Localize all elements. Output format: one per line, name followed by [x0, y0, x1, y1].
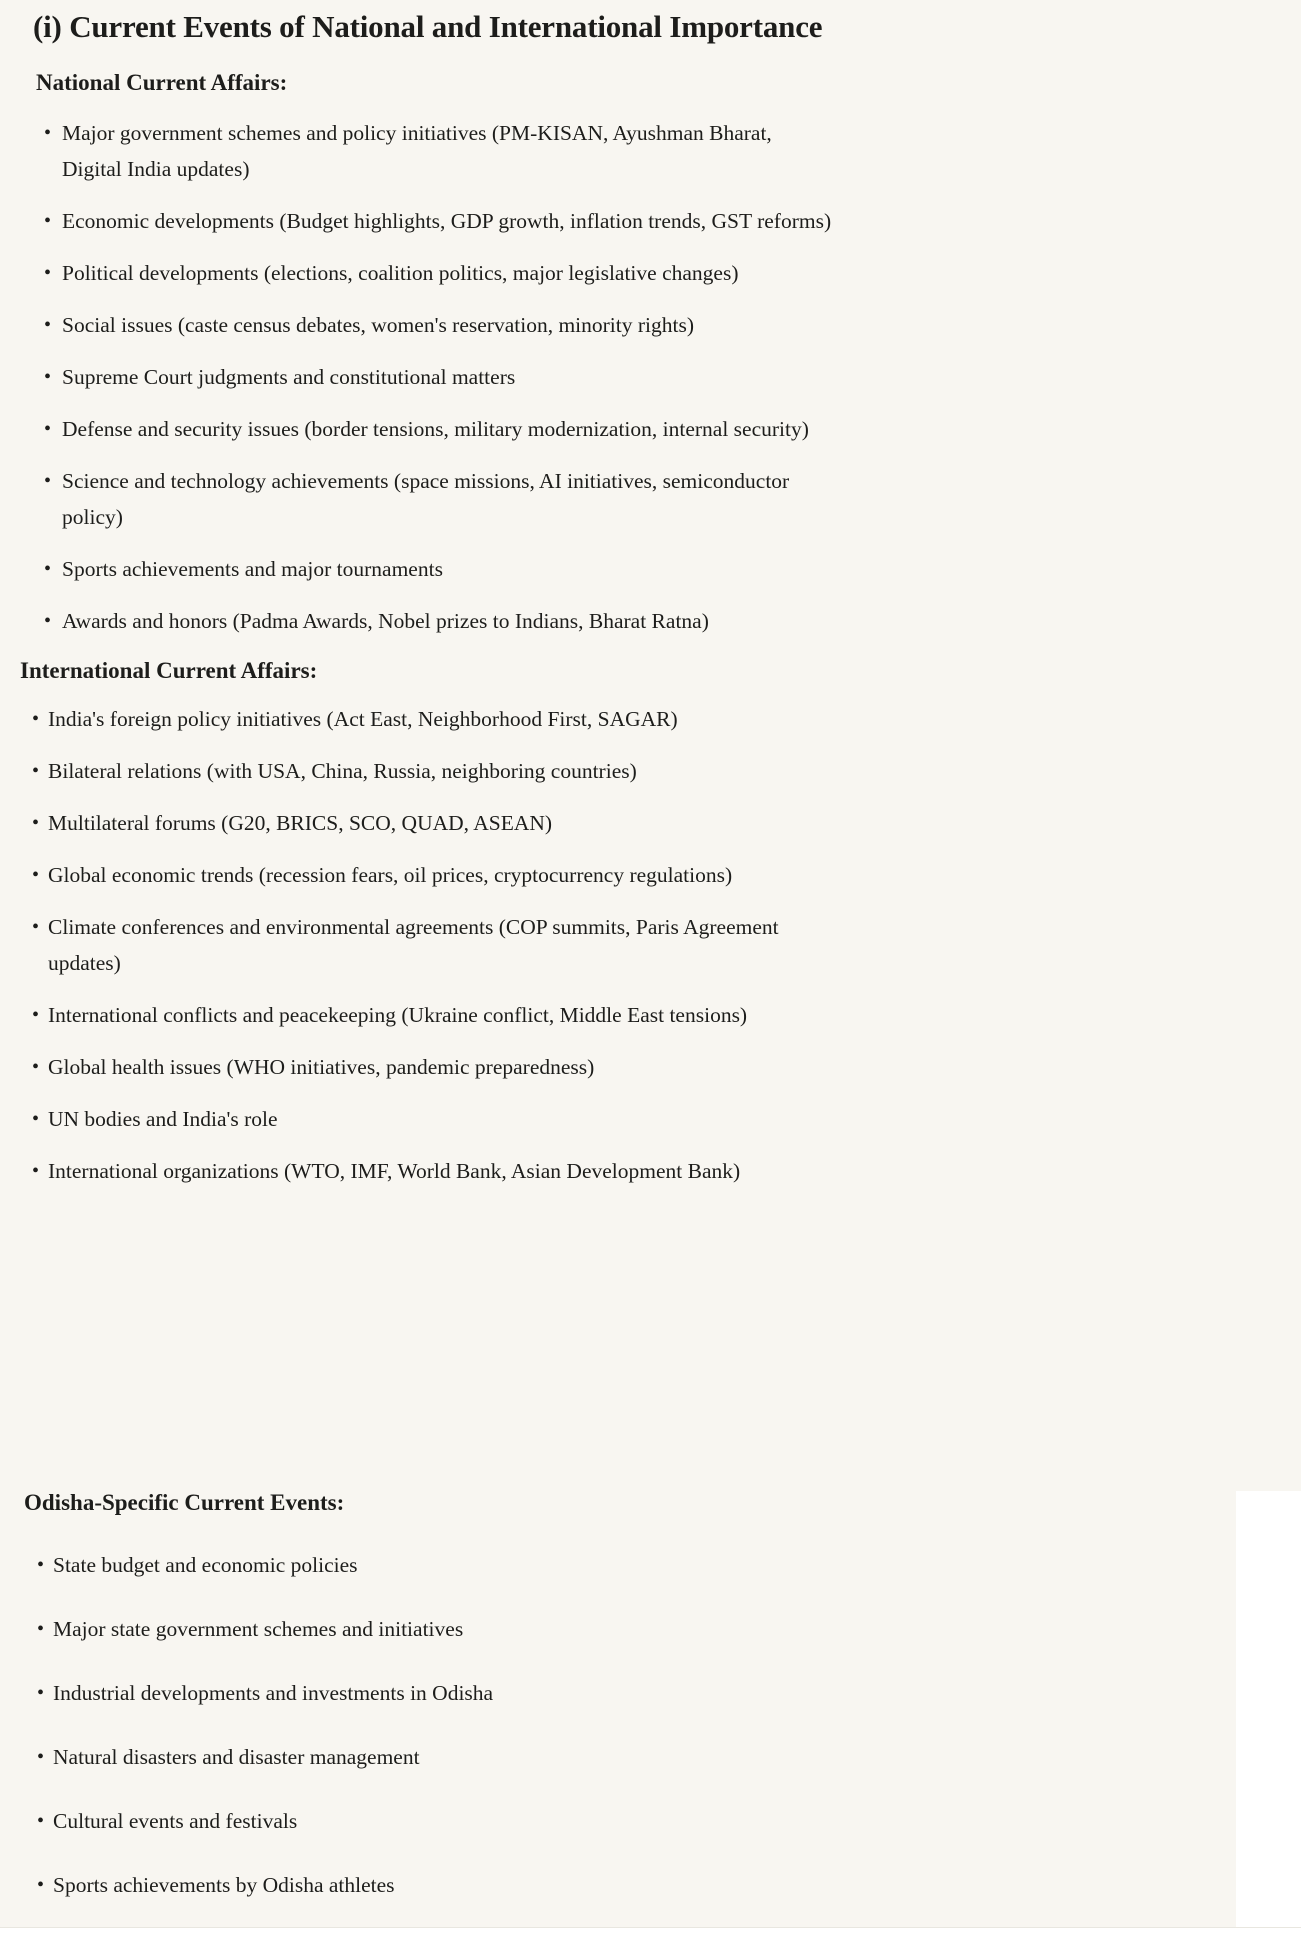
list-item-text: • Defense and security issues (border tensions, military modernization, internal security) — [62, 417, 809, 441]
list-item-text: • State budget and economic policies — [53, 1553, 358, 1577]
section-heading-international: International Current Affairs: — [20, 658, 318, 683]
international-current-affairs-list — [0, 701, 1301, 1189]
list-item — [53, 1803, 1301, 1839]
list-item — [62, 551, 1301, 587]
list-item-text: • Awards and honors (Padma Awards, Nobel prizes to Indians, Bharat Ratna) — [62, 609, 709, 633]
list-item-text: • Global economic trends (recession fears, oil prices, cryptocurrency regulations) — [48, 863, 733, 887]
list-item — [48, 1153, 1301, 1189]
list-item-text: • Bilateral relations (with USA, China, Russia, neighboring countries) — [48, 759, 637, 783]
list-item — [62, 115, 1301, 187]
list-item-text: • Sports achievements and major tournaments — [62, 557, 443, 581]
list-item-text: • Major government schemes and policy initiatives (PM-KISAN, Ayushman Bharat, — [62, 121, 772, 145]
odisha-specific-events-list — [0, 1547, 1301, 1903]
list-item — [62, 359, 1301, 395]
list-item — [53, 1867, 1301, 1903]
list-item — [48, 1049, 1301, 1085]
list-item — [48, 1101, 1301, 1137]
list-item-text: • India's foreign policy initiatives (Act East, Neighborhood First, SAGAR) — [48, 707, 678, 731]
page-title: (i) Current Events of National and International Importance — [33, 9, 823, 44]
background-white-strip-bottom — [0, 1927, 1301, 1935]
list-item — [48, 997, 1301, 1033]
list-item — [48, 857, 1301, 893]
list-item-text: • Major state government schemes and initiatives — [53, 1617, 464, 1641]
list-item — [48, 701, 1301, 737]
list-item-text: • Social issues (caste census debates, women's reservation, minority rights) — [62, 313, 695, 337]
list-item — [62, 463, 1301, 535]
list-item — [62, 203, 1301, 239]
list-item-text: • Global health issues (WHO initiatives, pandemic preparedness) — [48, 1055, 595, 1079]
list-item — [48, 909, 1301, 981]
list-item-text: • Economic developments (Budget highlights, GDP growth, inflation trends, GST reforms) — [62, 209, 832, 233]
list-item — [62, 307, 1301, 343]
list-item-text: • Cultural events and festivals — [53, 1809, 298, 1833]
list-item — [62, 255, 1301, 291]
list-item-text: • Natural disasters and disaster management — [53, 1745, 420, 1769]
list-item-text-continued: updates) — [48, 951, 121, 975]
list-item-text: • International organizations (WTO, IMF, World Bank, Asian Development Bank) — [48, 1159, 741, 1183]
list-item — [62, 603, 1301, 639]
list-item-text-continued: policy) — [62, 505, 123, 529]
section-heading-national: National Current Affairs: — [36, 70, 288, 95]
list-item-text: • Supreme Court judgments and constitutional matters — [62, 365, 516, 389]
list-item — [53, 1547, 1301, 1583]
list-item-text: • Climate conferences and environmental agreements (COP summits, Paris Agreement — [48, 915, 779, 939]
list-item-text: • Multilateral forums (G20, BRICS, SCO, QUAD, ASEAN) — [48, 811, 553, 835]
list-item-text-continued: Digital India updates) — [62, 157, 250, 181]
background-white-panel-right — [1236, 1491, 1301, 1935]
list-item — [53, 1739, 1301, 1775]
list-item-text: • Industrial developments and investments in Odisha — [53, 1681, 494, 1705]
national-current-affairs-list — [0, 115, 1301, 639]
list-item — [53, 1675, 1301, 1711]
list-item — [48, 805, 1301, 841]
list-item-text: • UN bodies and India's role — [48, 1107, 278, 1131]
list-item-text: • Political developments (elections, coalition politics, major legislative changes) — [62, 261, 739, 285]
section-heading-odisha: Odisha-Specific Current Events: — [24, 1490, 345, 1515]
list-item-text: • International conflicts and peacekeeping (Ukraine conflict, Middle East tensions) — [48, 1003, 748, 1027]
list-item-text: • Sports achievements by Odisha athletes — [53, 1873, 395, 1897]
list-item — [48, 753, 1301, 789]
list-item-text: • Science and technology achievements (space missions, AI initiatives, semiconductor — [62, 469, 790, 493]
list-item — [62, 411, 1301, 447]
list-item — [53, 1611, 1301, 1647]
